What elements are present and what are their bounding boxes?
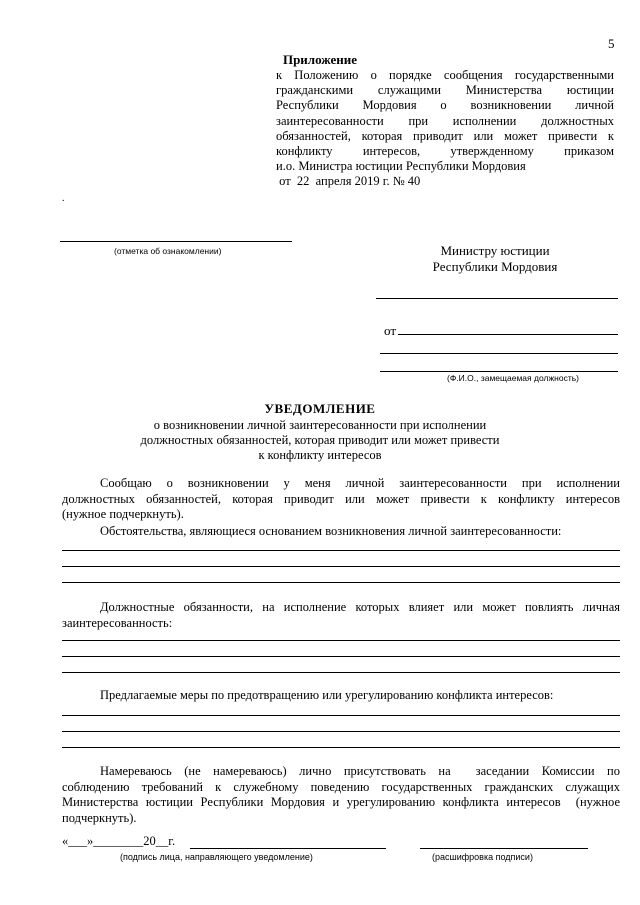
sender-blank-line xyxy=(380,353,618,354)
notice-subtitle xyxy=(120,418,520,463)
fill-line xyxy=(62,566,620,567)
signature-line xyxy=(190,848,386,849)
paragraph-duties xyxy=(62,600,620,631)
appendix-line: Республики Мордовия о возникновении личной xyxy=(276,98,614,113)
sender-blank-line xyxy=(398,334,618,335)
appendix-line: к Положению о порядке сообщения государственными xyxy=(276,68,614,82)
acknowledgement-caption: (отметка об ознакомлении) xyxy=(114,246,222,256)
appendix-line: конфликту интересов, утвержденному приказом xyxy=(276,144,614,159)
notice-subtitle-line: к конфликту интересов xyxy=(258,448,382,462)
notice-subtitle-line: должностных обязанностей, которая приводит или может привести xyxy=(140,433,500,447)
addressee-blank-line xyxy=(376,298,618,299)
appendix-line: и.о. Министра юстиции Республики Мордовия xyxy=(276,159,526,174)
appendix-order-date: от 22 апреля 2019 г. № 40 xyxy=(276,174,421,189)
addressee-line: Министру юстиции xyxy=(440,243,550,258)
date-field: «___»________20__г. xyxy=(62,834,176,848)
acknowledgement-line xyxy=(60,241,292,242)
paragraph-line: (нужное подчеркнуть). xyxy=(62,507,184,521)
appendix-line: заинтересованности при исполнении должностных xyxy=(276,113,614,128)
notice-title: УВЕДОМЛЕНИЕ xyxy=(264,401,376,416)
addressee xyxy=(420,243,570,275)
addressee-line: Республики Мордовия xyxy=(432,259,558,274)
appendix-text xyxy=(276,68,614,190)
paragraph-circumstances: Обстоятельства, являющиеся основанием возникновения личной заинтересованности: xyxy=(100,524,562,538)
stray-mark: . xyxy=(62,193,65,204)
paragraph-line: должностных обязанностей, которая приводит или может привести к конфликту интересов xyxy=(62,491,620,506)
decoding-caption: (расшифровка подписи) xyxy=(432,852,533,862)
paragraph-line: подчеркнуть). xyxy=(62,810,137,825)
page-number: 5 xyxy=(608,36,615,51)
from-label: от xyxy=(384,323,397,338)
paragraph-line: Министерства юстиции Республики Мордовия и урегулированию конфликта интересов (нужное xyxy=(62,795,620,809)
fill-line xyxy=(62,640,620,641)
paragraph-commission xyxy=(62,764,620,826)
fill-line xyxy=(62,672,620,673)
paragraph-line: Должностные обязанности, на исполнение которых влияет или может повлиять личная xyxy=(100,600,620,614)
paragraph-line: соблюдению требований к служебному поведению государственных гражданских служащих xyxy=(62,779,620,794)
signature-caption: (подпись лица, направляющего уведомление) xyxy=(120,852,313,862)
fill-line xyxy=(62,582,620,583)
appendix-line: обязанностей, которая приводит или может привести к xyxy=(276,128,614,143)
sender-blank-line xyxy=(380,371,618,372)
paragraph-measures: Предлагаемые меры по предотвращению или урегулированию конфликта интересов: xyxy=(100,688,554,702)
fill-line xyxy=(62,550,620,551)
fill-line xyxy=(62,656,620,657)
paragraph-line: Намереваюсь (не намереваюсь) лично присутствовать на заседании Комиссии по xyxy=(100,764,620,778)
fill-line xyxy=(62,731,620,732)
fio-caption: (Ф.И.О., замещаемая должность) xyxy=(447,373,579,383)
fill-line xyxy=(62,715,620,716)
appendix-line: гражданскими служащими Министерства юстиции xyxy=(276,83,614,98)
paragraph-line: Сообщаю о возникновении у меня личной заинтересованности при исполнении xyxy=(100,476,620,490)
paragraph-line: заинтересованность: xyxy=(62,615,173,630)
paragraph-declaration xyxy=(62,476,620,523)
decoding-line xyxy=(420,848,588,849)
notice-subtitle-line: о возникновении личной заинтересованности при исполнении xyxy=(153,418,487,432)
appendix-title: Приложение xyxy=(282,52,358,67)
fill-line xyxy=(62,747,620,748)
